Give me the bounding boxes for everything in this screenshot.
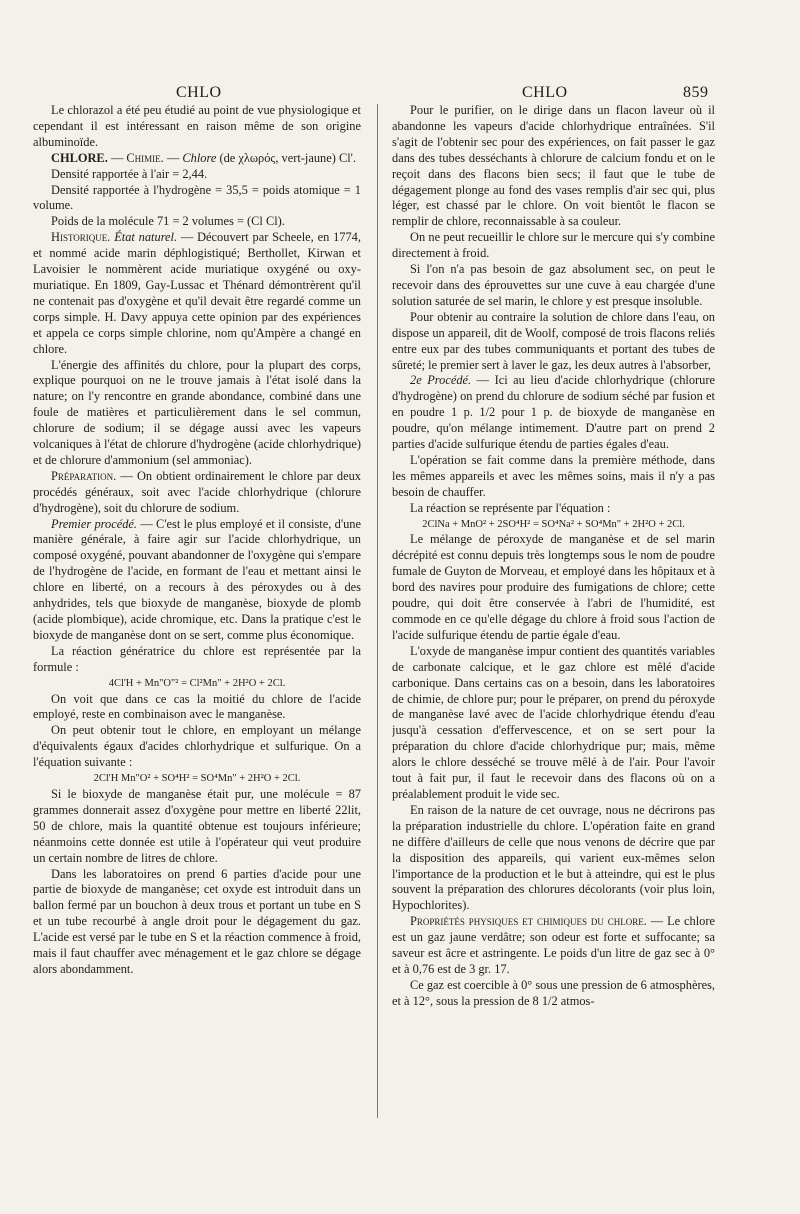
entry-definition: (de χλωρός, vert-jaune) Cl'. [219,150,356,165]
paragraph-premier-procede [33,517,361,644]
paragraph-ouvrage: En raison de la nature de cet ouvrage, nous ne décrirons pas la préparation industrielle du chlore. L'opération faite en grand ne diffère d'ailleurs de celle que nous venons de décrire que par la disposition des appareils, qui varient eux-mêmes selon l'importance de la production et le but à atteindre, qui est le plus souvent la préparation des chlorures décolorants (voir plus loin, Hypochlorites). [392,802,715,913]
paragraph-laboratoires: Dans les laboratoires on prend 6 parties d'acide pour une partie de bioxyde de manganèse; cet oxyde est introduit dans un ballon fermé par un bouchon à deux trous et portant un tube en S et un tube recourbé à angle droit pour le dégagement du gaz. L'acide est versé par le tube en S et la réaction commence à froid, mais il faut chauffer avec ménagement et le gaz chlore se dégage alors abondamment. [33,866,361,976]
formula-2: 2Cl'H Mn"O² + SO⁴H² = SO⁴Mn" + 2H²O + 2Cl. [93,773,301,785]
entry-domain: — Chimie. — [110,150,180,165]
historique-label: Historique. [51,230,111,245]
paragraph-melange: Le mélange de péroxyde de manganèse et de sel marin décrépité est connu depuis très longtemps sous le nom de poudre fumale de Guyton de Morveau, et employé dans les hôpitaux et à bord des navires pour produire des fumigations de chlore; cette poudre, qui doit être conservée à l'abri de l'humidité, est commode en ce qu'elle dégage du chlore à froid sous l'action de l'acide sulfurique étendu de partie égale d'eau. [392,532,715,642]
paragraph-second-procede [392,373,715,453]
premier-label: Premier procédé. [51,516,138,531]
premier-text: — C'est le plus employé et il consiste, d'une manière générale, à faire agir sur l'acide chlorhydrique, un composé oxygéné, pouvant abandonner de l'oxygène qui s'empare de l'hydrogène de l'acide, en formant de l'eau et mettant ainsi le chlore en liberté, on a recours à des péroxydes ou à des anhydrides, tels que bioxyde de manganèse, bioxyde de plomb (acide plombique), acide chromique, etc. Dans la pratique c'est le bioxyde de manganèse dont on se sert, comme plus économique. [33,516,361,642]
paragraph-woolf: Pour obtenir au contraire la solution de chlore dans l'eau, on dispose un appareil, dit de Woolf, composé de trois flacons reliés entre eux par des tubes communiquants et portant des tubes de sûreté; le premier sert à laver le gaz, les deux autres à l'absorber, [392,309,715,372]
paragraph-affinites: L'énergie des affinités du chlore, pour la plupart des corps, explique pourquoi on ne le trouve jamais à l'état isolé dans la nature; on l'y rencontre en grande abondance, combiné dans une foule de matières et particulièrement dans le sel commun, chlorure de sodium; il se dégage aussi avec les vapeurs volcaniques à l'état de chlorure d'hydrogène (acide chlorhydrique) et de chlorure d'ammonium (sel ammoniac). [33,357,361,467]
paragraph-mercure: On ne peut recueillir le chlore sur le mercure qui s'y combine directement à froid. [392,230,715,261]
paragraph-oxyde-impur: L'oxyde de manganèse impur contient des quantités variables de carbonate calcique, et le gaz chlore est mêlé d'acide carbonique. Dans certains cas on a besoin, dans les laboratoires de chimie, de chlore pur; pour le préparer, on prend du péroxyde de manganèse lavé avec de l'acide chlorhydrique étendu d'eau jusqu'à cessation d'effervescence, et on se sert pour la préparation du chlore d'acide chlorhydrique pur; mais, même alors le chlore desséché se trouve mêlé à de l'air. Pour l'avoir tout à fait pur, il faut le recevoir dans des flacons où on a préalablement produit le vide sec. [392,643,715,801]
page-number: 859 [683,84,709,101]
paragraph-equation-intro: La réaction se représente par l'équation : [410,500,611,515]
proprietes-label: Propriétés physiques et chimiques du chlore. [410,914,647,929]
paragraph-operation: L'opération se fait comme dans la première méthode, dans les mêmes appareils et avec les mêmes soins, mais il n'y a pas besoin de chauffer. [392,452,715,499]
paragraph-coercible: Ce gaz est coercible à 0° sous une pression de 6 atmosphères, et à 12°, sous la pression de 8 1/2 atmos- [392,977,715,1008]
paragraph-preparation [33,469,361,517]
paragraph-reaction-intro: La réaction génératrice du chlore est représentée par la formule : [33,643,361,674]
paragraph-purifier: Pour le purifier, on le dirige dans un flacon laveur où il abandonne les vapeurs d'acide chlorhydrique entraînées. S'il s'agit de l'obtenir sec pour des expériences, on fait passer le gaz dans des tubes desséchants à chlorure de calcium fondu et on le reçoit dans des flacons bien secs; il faut que le tube de dégagement plonge au fond des vases remplis d'air sec qui, plus léger, est chassé par le chlore. On voit bientôt le flacon se remplir de chlore, reconnaissable à sa couleur. [392,103,715,229]
proprietes-text: — Le chlore est un gaz jaune verdâtre; son odeur est forte et suffocante; sa saveur est âcre et astringente. Le poids d'un litre de gaz sec à 0° et à 0,76 est de 3 gr. 17. [392,914,715,976]
entry-term: CHLORE. [51,150,108,165]
paragraph-chlorazol: Le chlorazol a été peu étudié au point de vue physiologique et cependant il est intéressant en raison même de son origine albuminoïde. [33,103,361,149]
formula-3: 2ClNa + MnO² + 2SO⁴H² = SO⁴Na² + SO⁴Mn" + 2H²O + 2Cl. [422,518,685,530]
density-air: Densité rapportée à l'air = 2,44. [51,166,208,181]
formula-1: 4Cl'H + Mn"O"² = Cl²Mn" + 2H²O + 2Cl. [108,677,286,689]
etat-label: État naturel. [114,230,178,245]
entry-heading [33,151,361,167]
right-column [392,103,715,1115]
historique-text: — Découvert par Scheele, en 1774, et nommé acide marin déphlogistiqué; Berthollet, Kirwan et Lavoisier le nommèrent acide muriatique oxygéné ou oxy-muriatique. En 1809, Gay-Lussac et Thénard démontrèrent qu'il ne contenait pas d'oxygène et qu'il devait être regardé comme un corps simple. H. Davy appuya cette opinion par des expériences et appela ce corps simple chlorine, nom qu'Ampère a changé en chlore. [33,230,361,356]
paragraph-absolument-sec: Si l'on n'a pas besoin de gaz absolument sec, on peut le recevoir dans des éprouvettes sur une cuve à eau chargée d'une solution saturée de sel marin, le chlore y est presque insoluble. [392,262,715,308]
running-head-right: CHLO [522,84,568,101]
paragraph-historique [33,230,361,357]
preparation-label: Préparation. [51,468,117,483]
preparation-text: — On obtient ordinairement le chlore par deux procédés généraux, soit avec l'acide chlorhydrique (chlorure d'hydrogène), soit du chlorure de sodium. [33,468,361,515]
paragraph-bioxyde-pur: Si le bioxyde de manganèse était pur, une molécule = 87 grammes donnerait assez d'oxygène pour mettre en liberté 22lit, 50 de chlore, mais la quantité obtenue est toujours inférieure; néanmoins cette donnée est utile à l'opérateur qui veut produire un certain nombre de litres de chlore. [33,786,361,865]
molecule-weight: Poids de la molécule 71 = 2 volumes = (Cl Cl). [51,214,285,229]
paragraph-equivalents: On peut obtenir tout le chlore, en employant un mélange d'équivalents égaux d'acides chlorhydrique et sulfurique. On a l'équation suivante : [33,723,361,770]
entry-name: Chlore [182,150,217,165]
left-column [33,103,361,1113]
density-hydrogen: Densité rapportée à l'hydrogène = 35,5 = poids atomique = 1 volume. [33,182,361,213]
second-text: — Ici au lieu d'acide chlorhydrique (chlorure d'hydrogène) on prend du chlorure de sodium séché par fusion et en poudre 1 p. 1/2 pour 1 p. de bioxyde de manganèse en poudre, qu'on mélange intimement. D'autre part on prend 2 parties d'acide sulfurique étendu de parties égales d'eau. [392,373,715,452]
paragraph-proprietes [392,914,715,978]
running-head-left: CHLO [176,84,222,101]
paragraph-moitie: On voit que dans ce cas la moitié du chlore de l'acide employé, reste en combinaison avec le manganèse. [33,691,361,722]
column-divider [377,104,378,1118]
second-label: 2e Procédé. [410,373,472,388]
